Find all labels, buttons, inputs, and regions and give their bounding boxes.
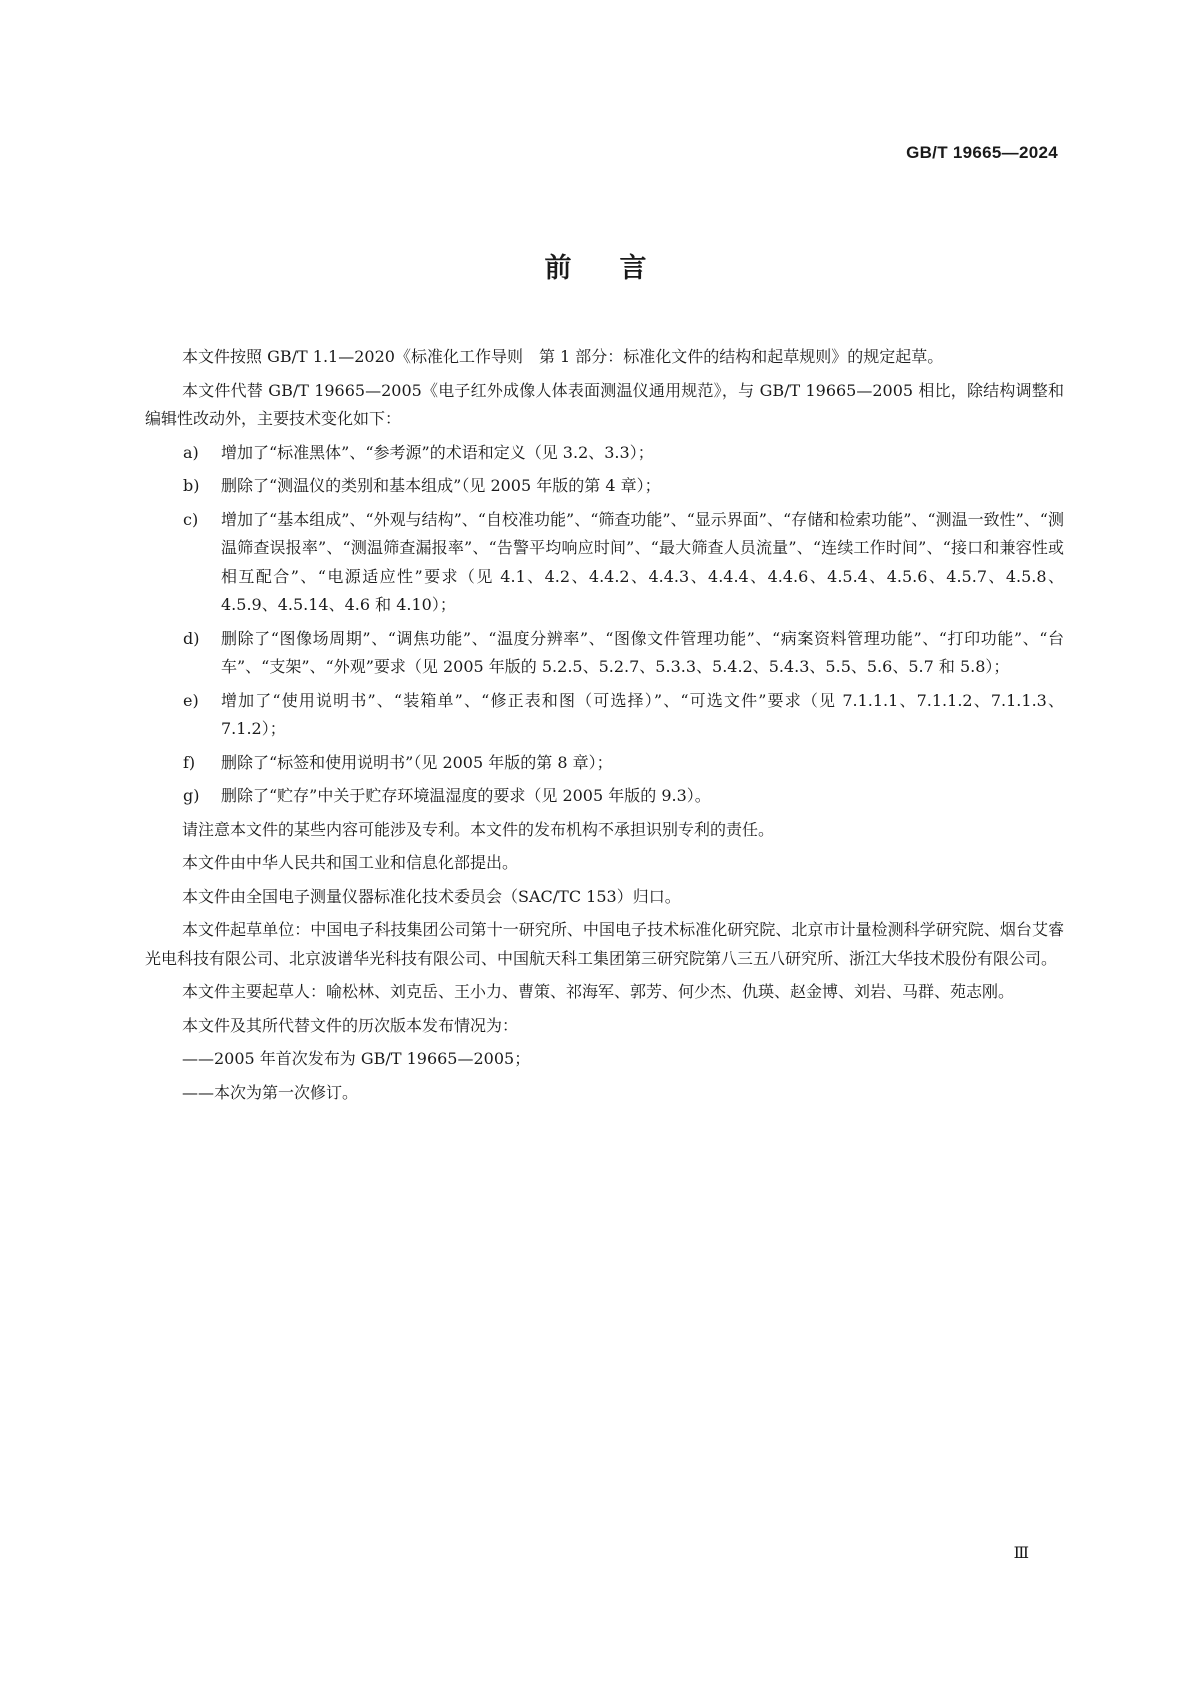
change-item-text: 删除了“标签和使用说明书”（见 2005 年版的第 8 章）； [221,752,613,772]
foreword-body [145,343,1064,1112]
page-number: Ⅲ [1013,1545,1029,1562]
change-item-text: 增加了“使用说明书”、“装箱单”、“修正表和图（可选择）”、“可选文件”要求（见 7.1.1.1、7.1.1.2、7.1.1.3、7.1.2）； [221,690,1064,738]
change-item [145,439,1064,468]
change-item-label: c) [183,509,199,529]
paragraph-drafting-units: 本文件起草单位：中国电子科技集团公司第十一研究所、中国电子技术标准化研究院、北京市计量检测科学研究院、烟台艾睿光电科技有限公司、北京波谱华光科技有限公司、中国航天科工集团第三研究院第八三五八研究所、浙江大华技术股份有限公司。 [145,920,1064,968]
change-item [145,782,1064,811]
paragraph-history-intro: 本文件及其所代替文件的历次版本发布情况为： [182,1015,519,1035]
history-item: ——2005 年首次发布为 GB/T 19665—2005； [182,1049,531,1068]
paragraph-patent-notice: 请注意本文件的某些内容可能涉及专利。本文件的发布机构不承担识别专利的责任。 [182,819,775,839]
history-item: ——本次为第一次修订。 [182,1082,359,1102]
change-item-text: 删除了“图像场周期”、“调焦功能”、“温度分辨率”、“图像文件管理功能”、“病案资料管理功能”、“打印功能”、“台车”、“支架”、“外观”要求（见 2005 年版的 5.2.5、5.2.7、5.3.3、5.4.2、5.4.3、5.5、5.6、5.7 和 5.8）； [221,628,1064,676]
change-item [145,472,1064,501]
change-item-label: b) [183,476,200,495]
change-item-text: 删除了“贮存”中关于贮存环境温湿度的要求（见 2005 年版的 9.3）。 [221,786,711,805]
change-item-text: 增加了“基本组成”、“外观与结构”、“自校准功能”、“筛查功能”、“显示界面”、“存储和检索功能”、“测温一致性”、“测温筛查误报率”、“测温筛查漏报率”、“告警平均响应时间”、“最大筛查人员流量”、“连续工作时间”、“接口和兼容性或相互配合”、“电源适应性”要求（见 4.1、4.2、4.4.2、4.4.3、4.4.4、4.4.6、4.5.4、4.5.6、4.5.7、4.5.8、4.5.9、4.5.14、4.6 和 4.10）； [221,509,1064,614]
change-item-label: g) [183,786,200,805]
change-item-text: 增加了“标准黑体”、“参考源”的术语和定义（见 3.2、3.3）； [221,442,654,462]
standard-number: GB/T 19665—2024 [906,143,1058,162]
change-item-label: e) [183,690,199,710]
paragraph-proposer: 本文件由中华人民共和国工业和信息化部提出。 [182,853,519,872]
page-title: 前言 [544,253,695,284]
change-item-label: f) [183,752,196,772]
change-item [145,749,1064,778]
change-item-label: a) [183,442,199,462]
paragraph-drafters: 本文件主要起草人：喻松林、刘克岳、王小力、曹策、祁海军、郭芳、何少杰、仇瑛、赵金博、刘岩、马群、苑志刚。 [182,982,1015,1001]
change-item [145,687,1064,744]
paragraph-committee: 本文件由全国电子测量仪器标准化技术委员会（SAC/TC 153）归口。 [182,886,681,906]
change-item-label: d) [183,628,200,648]
change-item [145,625,1064,682]
paragraph-drafting-rules: 本文件按照 GB/T 1.1—2020《标准化工作导则 第 1 部分：标准化文件的结构和起草规则》的规定起草。 [182,347,944,366]
change-item [145,506,1064,620]
change-item-text: 删除了“测温仪的类别和基本组成”（见 2005 年版的第 4 章）； [221,476,661,495]
paragraph-replacement: 本文件代替 GB/T 19665—2005《电子红外成像人体表面测温仪通用规范》，与 GB/T 19665—2005 相比，除结构调整和编辑性改动外，主要技术变化如下： [145,380,1064,428]
